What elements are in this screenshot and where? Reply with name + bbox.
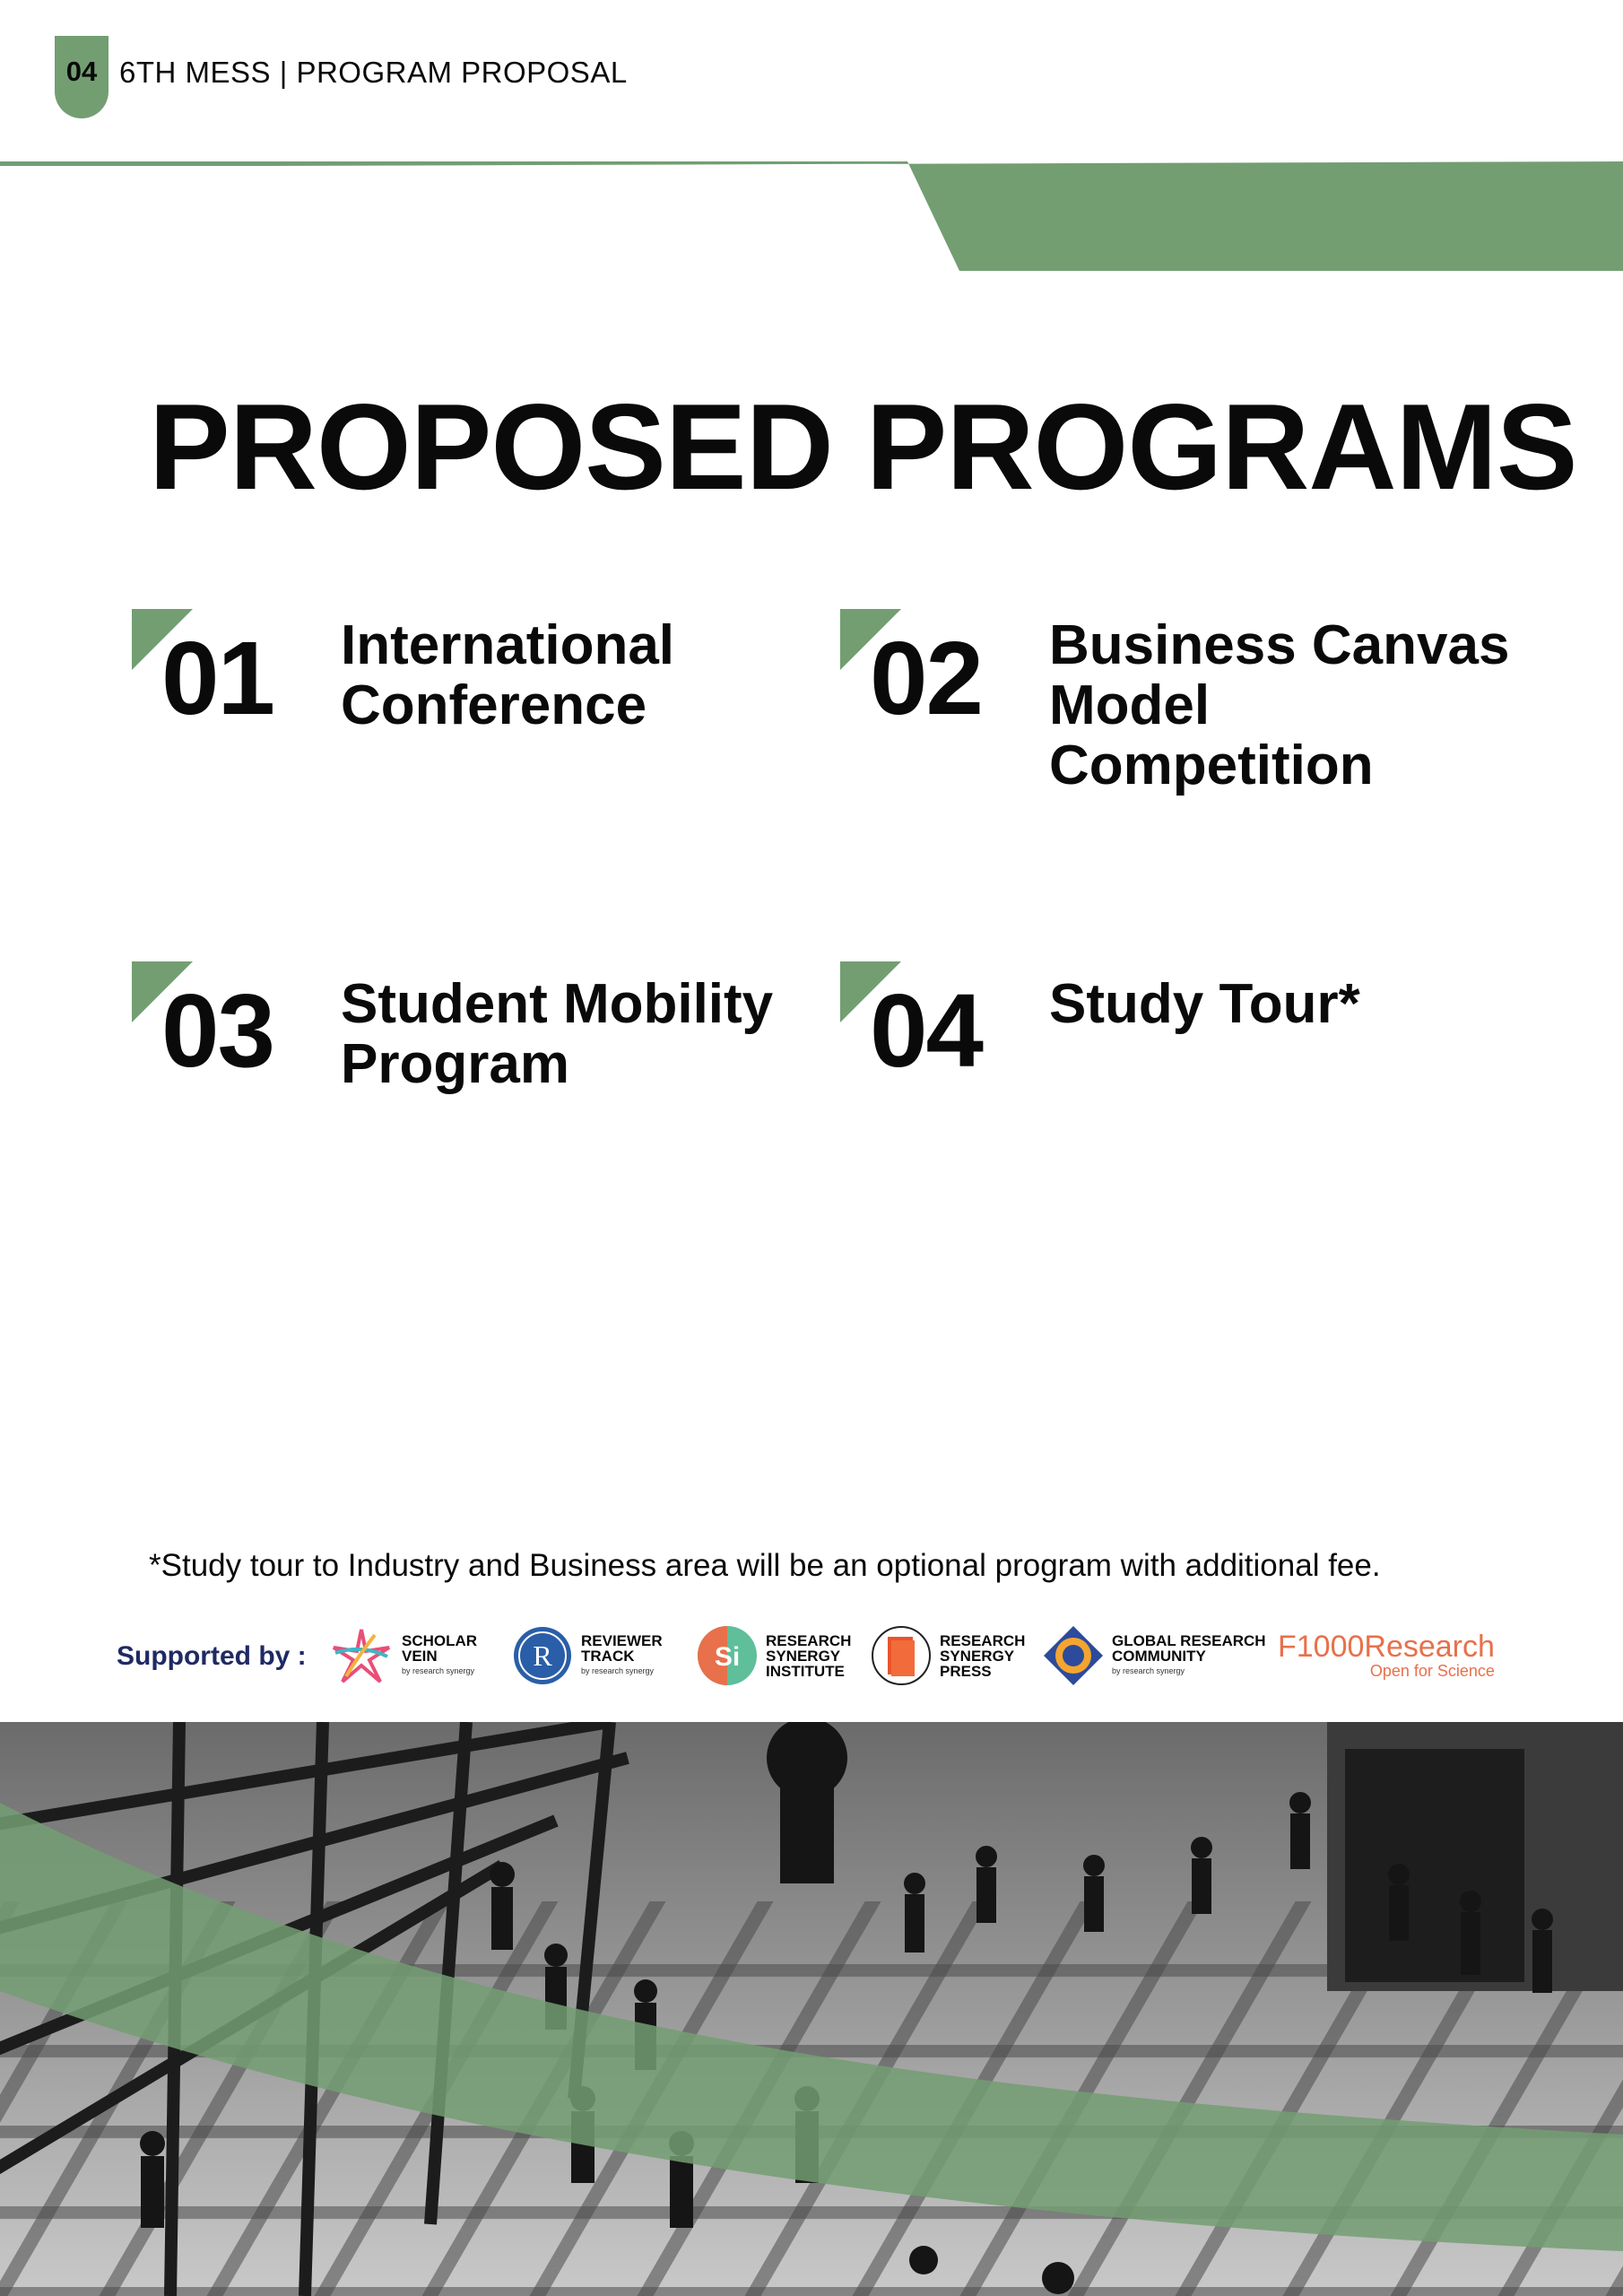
program-number: 01 bbox=[161, 620, 274, 736]
program-title: International Conference bbox=[341, 614, 675, 736]
program-title: Study Tour* bbox=[1049, 973, 1360, 1035]
header-title: 6TH MESS | PROGRAM PROPOSAL bbox=[119, 56, 628, 89]
header-banner bbox=[0, 0, 1623, 278]
supported-by-label: Supported by : bbox=[117, 1641, 307, 1671]
reviewer-track-logo bbox=[511, 1623, 663, 1688]
svg-text:Si: Si bbox=[714, 1642, 741, 1672]
program-number: 02 bbox=[870, 620, 983, 736]
page-number: 04 bbox=[65, 56, 98, 87]
svg-text:R: R bbox=[533, 1639, 552, 1672]
globe-icon bbox=[1042, 1624, 1105, 1687]
rsi-icon bbox=[696, 1624, 759, 1687]
page-number-badge bbox=[55, 36, 108, 118]
logo-name: RESEARCH SYNERGY PRESS bbox=[940, 1631, 1026, 1680]
logo-subtitle: Open for Science bbox=[1369, 1661, 1495, 1680]
logo-subtitle: by research synergy bbox=[581, 1665, 655, 1675]
global-research-community-logo bbox=[1042, 1623, 1266, 1688]
logo-name: SCHOLAR VEIN bbox=[402, 1631, 478, 1665]
program-number: 04 bbox=[870, 972, 983, 1089]
star-icon bbox=[328, 1626, 395, 1685]
footnote: *Study tour to Industry and Business area will be an optional program with additional fee. bbox=[149, 1548, 1381, 1583]
program-title: Business Canvas Model Competition bbox=[1049, 614, 1510, 796]
logo-subtitle: by research synergy bbox=[402, 1665, 475, 1675]
logo-name: RESEARCH SYNERGY INSTITUTE bbox=[766, 1631, 852, 1680]
f1000research-logo bbox=[1278, 1623, 1495, 1688]
research-synergy-institute-logo bbox=[696, 1623, 851, 1688]
book-icon bbox=[870, 1624, 933, 1687]
logo-name: GLOBAL RESEARCH COMMUNITY bbox=[1112, 1631, 1266, 1665]
atrium-photo bbox=[0, 1722, 1623, 2296]
logo-name: REVIEWER TRACK bbox=[581, 1631, 663, 1665]
logo-name: F1000Research bbox=[1278, 1629, 1495, 1664]
rt-monogram-icon bbox=[511, 1624, 574, 1687]
program-title: Student Mobility Program bbox=[341, 973, 774, 1095]
page-title: PROPOSED PROGRAMS bbox=[149, 378, 1577, 515]
scholar-vein-logo bbox=[328, 1623, 477, 1688]
logo-subtitle: by research synergy bbox=[1112, 1665, 1185, 1675]
program-number: 03 bbox=[161, 972, 274, 1089]
research-synergy-press-logo bbox=[870, 1623, 1025, 1688]
